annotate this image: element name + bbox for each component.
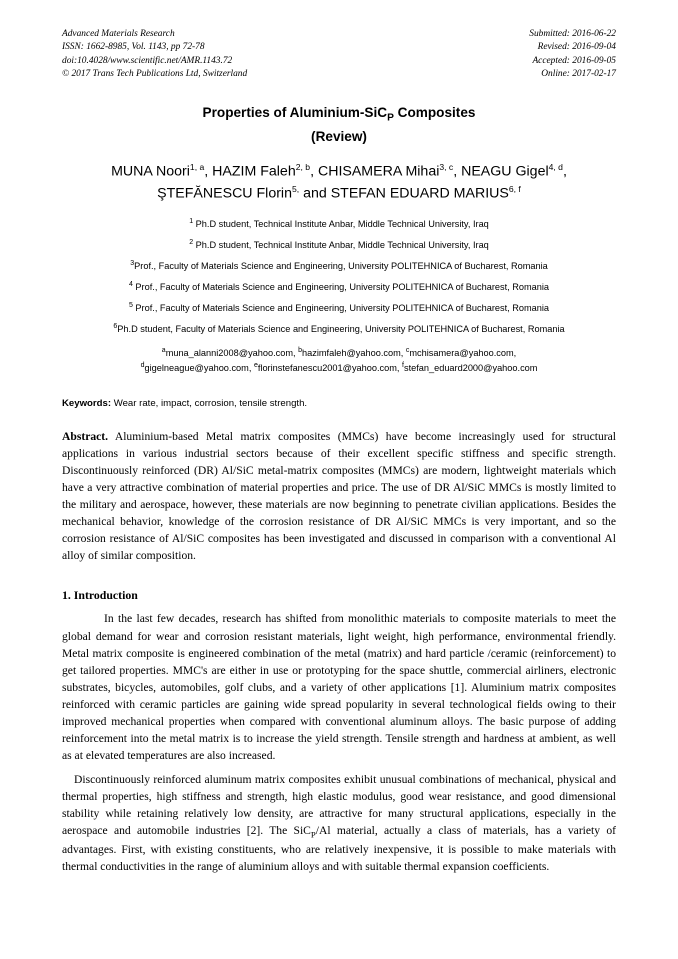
page-title [62,103,616,146]
introduction-paragraph-2-part2: /Al material, actually a class of materials, has a variety of advantages. First, with existing constituents, who are relatively inexpensive, it is possible to make materials with thermal conductivities in the range of aluminium alloys and with suitable thermal expansion coefficients. [62,823,616,873]
affiliation-marker: 1 [189,217,194,225]
abstract-section [62,429,616,564]
author-name: , NEAGU Gigel [453,163,549,180]
journal-doi: doi:10.4028/www.scientific.net/AMR.1143.72 [62,55,233,66]
journal-header-left [62,28,247,81]
author-name: MUNA Noori [111,163,190,180]
email-marker: c [405,347,410,355]
affiliation-marker: 4 [128,281,133,289]
email-marker: b [298,347,303,355]
author-line-2 [62,183,616,205]
affiliation-marker: 5 [128,302,133,310]
affiliation-text: Ph.D student, Technical Institute Anbar, Middle Technical University, Iraq [195,218,489,229]
email-line-1 [62,346,616,361]
email-marker: d [140,362,145,370]
title-line2: (Review) [311,128,367,144]
author-affiliation-marker: 5, [291,183,300,194]
affiliation-item [62,259,616,273]
introduction-paragraph-2 [62,771,616,875]
email-address[interactable]: stefan_eduard2000@yahoo.com [403,363,538,374]
date-online: Online: 2017-02-17 [541,69,616,80]
email-marker: a [161,347,166,355]
title-line1-part1: Properties of Aluminium-SiC [202,105,388,121]
date-submitted: Submitted: 2016-06-22 [529,29,616,39]
affiliation-item [62,301,616,315]
author-separator: , [562,163,567,180]
affiliation-text: Prof., Faculty of Materials Science and Engineering, University POLITEHNICA of Bucharest, Romania [134,260,548,271]
keywords-line [62,398,616,409]
author-affiliation-marker: 2, b [295,161,311,172]
affiliation-text: Prof., Faculty of Materials Science and Engineering, University POLITEHNICA of Bucharest, Romania [135,282,550,293]
title-subscript: P [387,113,394,125]
date-revised: Revised: 2016-09-04 [537,42,616,53]
email-marker: f [402,362,404,370]
journal-header-right [529,28,616,81]
journal-issn-volume: ISSN: 1662-8985, Vol. 1143, pp 72-78 [62,42,205,53]
abstract-label: Abstract. [62,430,109,444]
author-name: ŞTEFĂNESCU Florin [157,185,292,202]
affiliation-item [62,280,616,294]
journal-name: Advanced Materials Research [62,29,175,39]
affiliation-text: Ph.D student, Faculty of Materials Science and Engineering, University POLITEHNICA of Bucharest, Romania [117,324,565,335]
author-list [62,161,616,205]
journal-header [62,28,616,81]
author-affiliation-marker: 1, a [189,161,205,172]
affiliation-text: Ph.D student, Technical Institute Anbar, Middle Technical University, Iraq [195,239,489,250]
title-line1-part2: Composites [393,105,476,121]
author-name: and STEFAN EDUARD MARIUS [299,185,509,202]
email-line-2 [62,361,616,376]
email-address[interactable]: muna_alanni2008@yahoo.com, [165,348,296,359]
journal-copyright: © 2017 Trans Tech Publications Ltd, Switzerland [62,69,248,80]
keywords-label: Keywords: [62,398,112,410]
affiliation-text: Prof., Faculty of Materials Science and Engineering, University POLITEHNICA of Bucharest, Romania [135,303,550,314]
introduction-paragraph-2-part1: Discontinuously reinforced aluminum matrix composites exhibit unusual combinations of mechanical, physical and thermal properties, high stiffness and strength, high elastic modulus, good wear resistance, and good dimensional stability while retaining relatively low density, are attractive for many structural applications, especially in the aerospace and automobile industries [2]. The SiC [62,772,616,837]
abstract-text: Aluminium-based Metal matrix composites (MMCs) have become increasingly used for structural applications in various industrial sectors because of their excellent specific stiffness and specific strength. Discontinuously reinforced (DR) Al/SiC metal-matrix composites (MMCs) are modern, lightweight materials which have a very attractive combination of material properties and price. The use of DR Al/SiC MMCs is mostly limited to the military and aerospace, however, these materials are now beginning to penetrate civilian applications. Besides the mechanical behavior, knowledge of the corrosion resistance of DR Al/SiC MMCs is very important, and so the corrosion resistance of Al/SiC composites has been investigated and discussed in comparison with a conventional Al alloy of similar composition. [62,430,616,562]
affiliation-item [62,322,616,336]
section-heading-introduction: 1. Introduction [62,588,138,603]
affiliation-marker: 3 [130,259,135,267]
email-address[interactable]: hazimfaleh@yahoo.com, [302,348,404,359]
introduction-paragraph-1: In the last few decades, research has shifted from monolithic materials to composite materials to meet the global demand for wear and corrosion resistant materials, light weight, high performance, environmental friendly. Metal matrix composite is engineered combination of the metal (matrix) and hard particle /ceramic (reinforcement) to get tailored properties. MMC's are either in use or prototyping for the space shuttle, commercial airliners, electronic substrates, bicycles, automobiles, golf clubs, and a variety of other applications [1]. Aluminium matrix composites reinforced with ceramic particles are gaining wide spread popularity in several technological fields owing to their improved mechanical properties when compared with conventional aluminum alloys. The basic purpose of adding reinforcement into the metal matrix is to increase the yield strength. Tensile strength and hardness at ambient, as well as at elevated temperatures are also increased. [62,612,616,762]
introduction-subscript: P [310,829,316,840]
affiliation-list [62,217,616,337]
date-accepted: Accepted: 2016-09-05 [532,55,616,66]
author-affiliation-marker: 6, f [508,183,521,194]
author-affiliation-marker: 3, c [439,161,454,172]
email-list [62,346,616,376]
keywords-text: Wear rate, impact, corrosion, tensile strength. [111,398,308,410]
affiliation-item [62,217,616,231]
affiliation-marker: 2 [189,238,194,246]
author-name: , CHISAMERA Mihai [310,163,440,180]
email-address[interactable]: mchisamera@yahoo.com, [409,348,517,359]
email-marker: e [253,362,258,370]
author-name: , HAZIM Faleh [204,163,296,180]
email-address[interactable]: florinstefanescu2001@yahoo.com, [257,363,400,374]
affiliation-marker: 6 [113,323,118,331]
author-affiliation-marker: 4, d [548,161,563,172]
affiliation-item [62,238,616,252]
author-line-1 [62,161,616,183]
email-address[interactable]: gigelneague@yahoo.com, [144,363,252,374]
